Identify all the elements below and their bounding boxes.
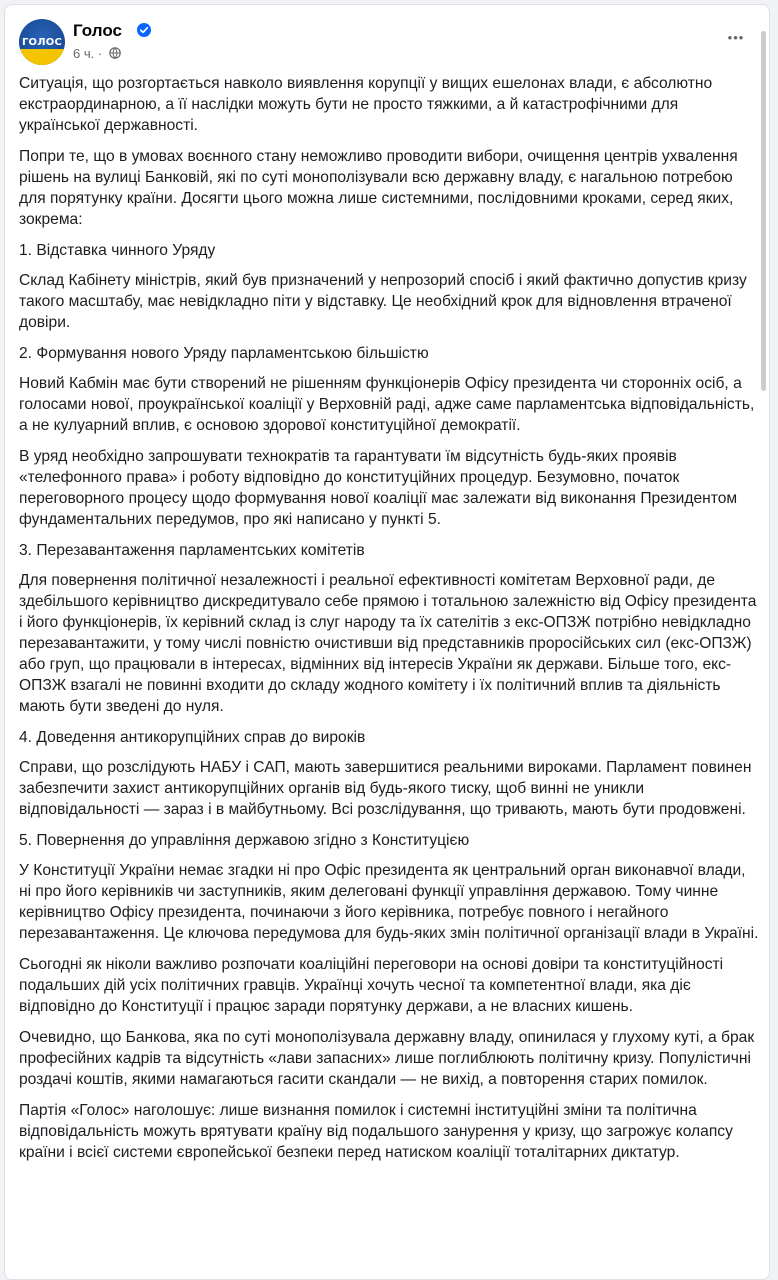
avatar-logo-text: ГОЛОС (21, 36, 63, 48)
paragraph: Попри те, що в умовах воєнного стану неможливо проводити вибори, очищення центрів ухвалення рішень на вулиці Банковій, які по суті монополізували всю державну владу, є нагальною потребою для порятунку країни. Досягти цього можна лише системними, послідовними кроками, серед яких, зокрема: (19, 148, 738, 228)
paragraph: Партія «Голос» наголошує: лише визнання помилок і системні інституційні зміни та політична відповідальність можуть врятувати країну від подальшого занурення у кризу, що загрожує колапсу країни і всієї системи європейської безпеки перед натиском коаліції тоталітарних диктатур. (19, 1102, 733, 1161)
post-time[interactable]: 6 ч. (73, 46, 95, 61)
post-header (15, 17, 759, 69)
more-options-icon: ••• (727, 29, 745, 45)
section-heading: 3. Перезавантаження парламентських комітетів (19, 542, 365, 559)
paragraph: Для повернення політичної незалежності і реальної ефективності комітетам Верховної ради, де здебільшого керівництво дискредитувало себе прямою і тотальною залежністю від Офісу президента і його функціонерів, їх керівний склад із слуг народу та їх сателітів з екс-ОПЗЖ потрібно невідкладно перезавантажити, у тому числі повністю очистивши від представників проросійських сил (екс-ОПЗЖ) або груп, що працювали в інтересах, відмінних від інтересів України як держави. Більше того, екс-ОПЗЖ взагалі не повинні входити до складу жодного комітету і їх політичний вплив та діяльність мають бути зведені до нуля. (19, 572, 757, 715)
meta-separator: · (97, 46, 103, 61)
avatar[interactable] (19, 19, 65, 65)
verified-badge-icon (137, 23, 151, 37)
scrollbar-thumb[interactable] (761, 31, 766, 391)
paragraph: Склад Кабінету міністрів, який був призначений у непрозорий спосіб і який фактично допустив кризу такого масштабу, має невідкладно піти у відставку. Це необхідний крок для відновлення втраченої довіри. (19, 272, 747, 331)
post-body (19, 73, 759, 1173)
paragraph: Сьогодні як ніколи важливо розпочати коаліційні переговори на основі довіри та конституційності подальших дій усіх політичних гравців. Українці хочуть чесної та компетентної влади, яка діє відповідно до Конституції і працює заради порятунку держави, а не власних кишень. (19, 956, 724, 1015)
section-heading: 2. Формування нового Уряду парламентською більшістю (19, 345, 429, 362)
paragraph: Новий Кабмін має бути створений не рішенням функціонерів Офісу президента чи сторонніх осіб, а голосами нової, проукраїнської коаліції у Верховній раді, адже саме парламентська відповідальність, а не кулуарний вплив, є основою здорової конституційної демократії. (19, 375, 755, 434)
bottom-fade (5, 1257, 769, 1279)
paragraph: Очевидно, що Банкова, яка по суті монополізувала державну владу, опинилася у глухому куті, а брак професійних кадрів та відсутність «лави запасних» лише поглиблюють політичну кризу. Популістичні роздачі коштів, якими намагаються гасити скандали — не вихід, а повторення старих помилок. (19, 1029, 755, 1088)
more-options-button[interactable] (721, 25, 751, 49)
paragraph: У Конституції України немає згадки ні про Офіс президента як центральний орган виконавчої влади, ні про його керівників чи заступників, яким делеговані функції управління державою. Тому чинне керівництво Офісу президента, починаючи з його керівника, потребує повного і негайного перезавантаження. Це ключова передумова для будь-яких змін політичної організації влади в Україні. (19, 862, 759, 942)
post-card (4, 4, 770, 1280)
section-heading: 1. Відставка чинного Уряду (19, 242, 216, 259)
globe-icon (109, 47, 121, 59)
post-meta (73, 46, 121, 61)
paragraph: Ситуація, що розгортається навколо виявлення корупції у вищих ешелонах влади, є абсолютно екстраординарною, а її наслідки можуть бути не просто тяжкими, а й катастрофічними для української державності. (19, 75, 713, 134)
section-heading: 5. Повернення до управління державою згідно з Конституцією (19, 832, 470, 849)
page-name[interactable]: Голос (73, 21, 122, 40)
avatar-band (19, 49, 65, 65)
paragraph: В уряд необхідно запрошувати технократів та гарантувати їм відсутність будь-яких проявів «телефонного права» і роботу відповідно до конституційних процедур. Безумовно, початок переговорного процесу щодо формування нової коаліції має залежати від виконання Президентом фундаментальних передумов, про які написано у пункті 5. (19, 448, 738, 528)
paragraph: Справи, що розслідують НАБУ і САП, мають завершитися реальними вироками. Парламент повинен забезпечити захист антикорупційних органів від будь-якого тиску, щоб винні не уникли відповідальності — зараз і в майбутньому. Всі розслідування, що тривають, мають бути продовжені. (19, 759, 752, 818)
section-heading: 4. Доведення антикорупційних справ до вироків (19, 729, 366, 746)
